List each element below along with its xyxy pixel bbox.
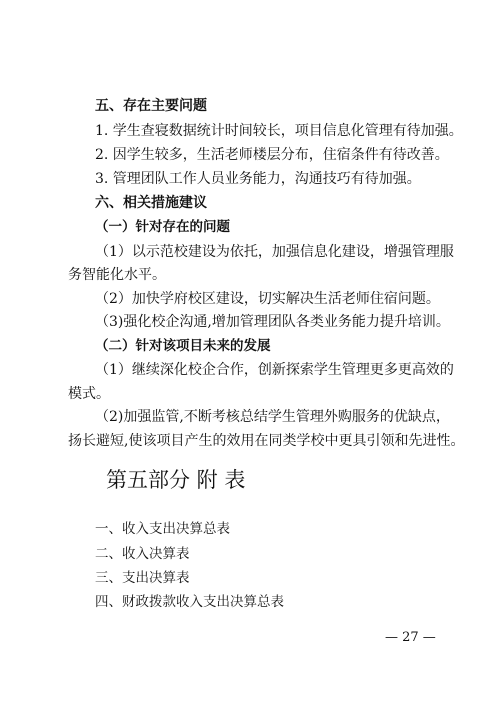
part-title: 第五部分 附 表 [106,468,246,492]
paragraph-line: （1）继续深化校企合作，创新探索学生管理更多更高效的 [95,362,454,378]
sub-heading-existing-problems: （一）针对存在的问题 [95,219,230,235]
paragraph-line: 扬长避短,使该项目产生的效用在同类学校中更具引领和先进性。 [68,433,465,449]
appendix-item: 二、收入决算表 [95,546,190,562]
paragraph-line: （2)加强监管,不断考核总结学生管理外购服务的优缺点， [95,409,450,425]
paragraph-line: 务智能化水平。 [68,267,166,283]
paragraph-line: 模式。 [68,386,110,402]
section-heading-problems: 五、存在主要问题 [95,98,207,114]
paragraph-line: （2）加快学府校区建设，切实解决生活老师住宿问题。 [95,291,440,307]
section-heading-suggestions: 六、相关措施建议 [95,195,207,211]
appendix-item: 四、财政拨款收入支出决算总表 [95,594,284,610]
paragraph-line: （3)强化校企沟通,增加管理团队各类业务能力提升培训。 [95,314,450,330]
sub-heading-future-development: （二）针对该项目未来的发展 [95,338,271,354]
appendix-item: 三、支出决算表 [95,570,190,586]
appendix-item: 一、收入支出决算总表 [95,521,230,537]
page-number: — 27 — [385,630,436,645]
paragraph-line: （1）以示范校建设为依托，加强信息化建设，增强管理服 [95,244,454,260]
problem-item-3: 3. 管理团队工作人员业务能力，沟通技巧有待加强。 [95,171,421,187]
problem-item-2: 2. 因学生较多，生活老师楼层分布，住宿条件有待改善。 [95,147,449,163]
problem-item-1: 1. 学生查寝数据统计时间较长，项目信息化管理有待加强。 [95,123,463,139]
